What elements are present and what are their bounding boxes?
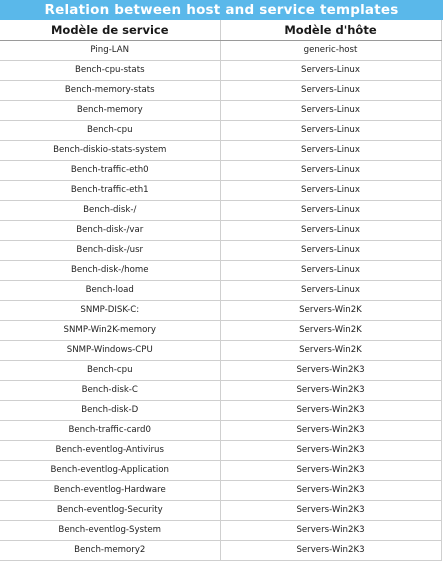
host-template-cell: Servers-Win2K3 [220,421,441,441]
service-template-cell: Bench-eventlog-Security [0,501,220,521]
service-template-cell: Bench-memory [0,101,220,121]
host-template-cell: Servers-Win2K3 [220,361,441,381]
table-row [0,81,441,101]
host-template-cell: Servers-Win2K [220,321,441,341]
table-row [0,421,441,441]
table-row [0,281,441,301]
host-template-cell: Servers-Linux [220,281,441,301]
service-template-cell: Bench-traffic-eth1 [0,181,220,201]
host-template-cell: Servers-Win2K3 [220,381,441,401]
table-row [0,321,441,341]
table-row [0,401,441,421]
service-template-cell: Bench-eventlog-Antivirus [0,441,220,461]
host-template-cell: Servers-Linux [220,61,441,81]
host-template-cell: Servers-Linux [220,121,441,141]
header-row [0,20,441,41]
table-row [0,121,441,141]
host-template-cell: Servers-Linux [220,141,441,161]
table-row [0,361,441,381]
table-row [0,221,441,241]
service-template-cell: Bench-memory-stats [0,81,220,101]
service-template-cell: Bench-cpu [0,361,220,381]
table-row [0,541,441,561]
host-template-cell: generic-host [220,41,441,61]
table-row [0,381,441,401]
host-template-cell: Servers-Win2K3 [220,501,441,521]
host-template-cell: Servers-Linux [220,201,441,221]
service-template-cell: Bench-disk-/usr [0,241,220,261]
service-template-cell: SNMP-DISK-C: [0,301,220,321]
host-template-cell: Servers-Win2K3 [220,461,441,481]
service-template-cell: Bench-eventlog-Hardware [0,481,220,501]
host-template-cell: Servers-Win2K3 [220,541,441,561]
service-template-cell: Bench-diskio-stats-system [0,141,220,161]
service-template-cell: Bench-disk-/ [0,201,220,221]
table-row [0,501,441,521]
service-template-cell: Bench-disk-/var [0,221,220,241]
service-template-cell: Ping-LAN [0,41,220,61]
host-template-cell: Servers-Win2K3 [220,481,441,501]
table-row [0,61,441,81]
service-template-cell: Bench-traffic-eth0 [0,161,220,181]
host-template-cell: Servers-Linux [220,181,441,201]
table-row [0,161,441,181]
table-row [0,341,441,361]
column-header-host-template: Modèle d'hôte [220,20,441,41]
service-template-cell: SNMP-Win2K-memory [0,321,220,341]
table-row [0,441,441,461]
host-template-cell: Servers-Win2K3 [220,441,441,461]
table-row [0,181,441,201]
service-template-cell: Bench-eventlog-System [0,521,220,541]
service-template-cell: Bench-cpu-stats [0,61,220,81]
host-template-cell: Servers-Linux [220,221,441,241]
host-template-cell: Servers-Linux [220,101,441,121]
host-template-cell: Servers-Win2K [220,301,441,321]
service-template-cell: SNMP-Windows-CPU [0,341,220,361]
table-row [0,301,441,321]
template-relation-table [0,20,442,561]
host-template-cell: Servers-Linux [220,81,441,101]
service-template-cell: Bench-disk-/home [0,261,220,281]
host-template-cell: Servers-Linux [220,161,441,181]
column-header-service-template: Modèle de service [0,20,220,41]
table-row [0,461,441,481]
service-template-cell: Bench-disk-C [0,381,220,401]
service-template-cell: Bench-load [0,281,220,301]
table-row [0,41,441,61]
table-row [0,201,441,221]
service-template-cell: Bench-disk-D [0,401,220,421]
host-template-cell: Servers-Win2K3 [220,401,441,421]
service-template-cell: Bench-memory2 [0,541,220,561]
host-template-cell: Servers-Linux [220,261,441,281]
service-template-cell: Bench-cpu [0,121,220,141]
table-row [0,141,441,161]
table-row [0,241,441,261]
host-template-cell: Servers-Win2K [220,341,441,361]
table-body [0,41,441,561]
service-template-cell: Bench-eventlog-Application [0,461,220,481]
host-template-cell: Servers-Linux [220,241,441,261]
table-title: Relation between host and service templates [0,0,443,20]
table-row [0,521,441,541]
service-template-cell: Bench-traffic-card0 [0,421,220,441]
table-row [0,101,441,121]
table-row [0,261,441,281]
host-template-cell: Servers-Win2K3 [220,521,441,541]
table-row [0,481,441,501]
